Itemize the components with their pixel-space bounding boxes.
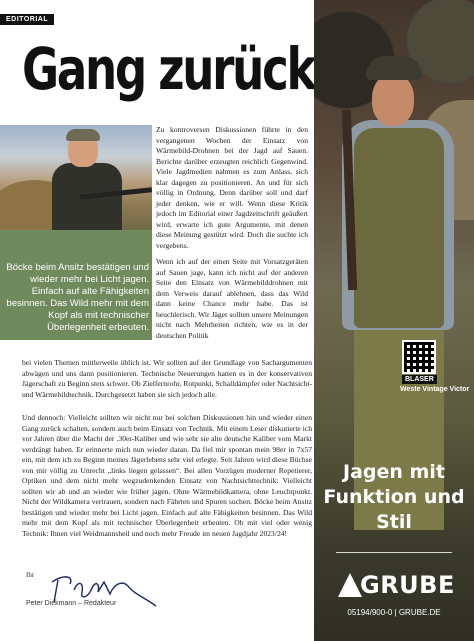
author-name: Peter Diekmann – Redakteur [26,600,117,607]
paragraph: Und dennoch: Vielleicht sollten wir nicht nur bei solchen Diskussionen hin und wieder einen Gang zurück schalten, sondern auch beim Einsatz von Technik. Mit einem Leser diskutierte ich vor Jahren über die Macht der .30er-Kaliber und wie sehr sie alte deutsche Kaliber vom Markt verdrängt haben. Er erinnerte mich nun wieder daran. Da fiel mir spontan mein 98er in 7x57 ein, mit dem ich zu Beginn meines Jägerlebens sehr viel erlegte. Seit Jahren wird diese Büchse von mir völlig zu Unrecht „links liegen gelassen“. Bei allen Vorzügen moderner Repetierer, Optiken und dem nicht mehr wegzudenkenden Einsatz von Nachtsichttechnik: Vielleicht sollten wir ab und an wieder wie früher jagen. Ohne Wärmebildkamera, ohne Leuchtpunkt. Nicht der Wildkamera vertrauen, sondern nach Fährten und Spuren suchen. Böcke beim Ansitz bestätigen und wieder mehr bei Licht jagen. Einfach auf alte Fähigkeiten besinnen. Das Wild mehr mit dem Kopf als mit technischer Überlegenheit erbeuten. Ob mit viel oder wenig Technik: Ihnen viel Weidmannsheil und noch mehr Freude im neuen Jagdjahr 2023/24! [22,413,312,538]
ad-tagline: Jagen mit Funktion und Stil [323,461,465,533]
body-text [22,413,312,539]
divider [336,552,452,553]
contact-info[interactable]: 05194/900-0 | GRUBE.DE [347,608,441,617]
paragraph: Wenn ich auf der einen Seite mit Vorsatzgeräten auf Sauen jage, kann ich nicht auf der anderen Seite den Einsatz von Wärmebilddrohnen mit dem Verweis darauf ablehnen, dass das Wild dann keine Chance mehr habe. Das ist heuchlerisch. Wir Jäger sollten unsere Meinungen nicht nach Mehrheiten richten, wie es in der deutschen Politik [156,257,308,340]
quote-mark-icon: ‚ [24,173,66,314]
qr-code-icon[interactable] [402,340,436,374]
section-tag: EDITORIAL [0,14,54,25]
product-label: Weste Vintage Victor [400,386,470,393]
brand-label: BLASER [402,375,437,384]
paragraph: Zu kontroversen Diskussionen führte in den vergangenen Wochen der Einsatz von Wärmebild-Drohnen bei der Jagd auf Sauen. Berichte darüber erzeugten reichlich Gegenwind. Viele Jagdmedien nahmen es zum Anlass, sich klar dagegen zu positionieren. An und für sich völlig in Ordnung. Denn darüber soll und darf jeder denken, wie er will. Wenn diese Kritik jedoch im Editorial einer Jagdzeitschrift geäußert wird, erwarte ich gute Argumente, mit denen diese Meinung gestützt wird. Doch die suchte ich vergebens. [156,125,308,250]
sign-prefix: Ihr [26,571,35,579]
pull-quote: Böcke beim Ansitz bestätigen und wieder mehr bei Licht jagen. Einfach auf alte Fähigkeiten besinnen. Das Wild mehr mit dem Kopf als mit technischer Überlegenheit erbeuten. [6,262,149,333]
column-text [156,125,308,347]
arrow-icon [338,573,362,597]
headline: Gang zurück [22,35,315,103]
body-text [22,358,312,400]
advertisement[interactable] [314,0,474,641]
author-photo [0,125,152,230]
paragraph: bei vielen Themen mittlerweile üblich ist. Wir sollten auf der Grundlage von Sachargumenten abwägen und uns dann positionieren. Technische Neuerungen hatten es in der konservativen Jägerschaft zu Beginn stets schwer. Ob Zielfernrohr, Rotpunkt, Schalldämpfer oder Nachtsicht- und Wärmebildtechnik. Durchgesetzt haben sie sich jedoch alle. [22,358,312,399]
grube-logo[interactable]: GRUBE [338,571,458,599]
